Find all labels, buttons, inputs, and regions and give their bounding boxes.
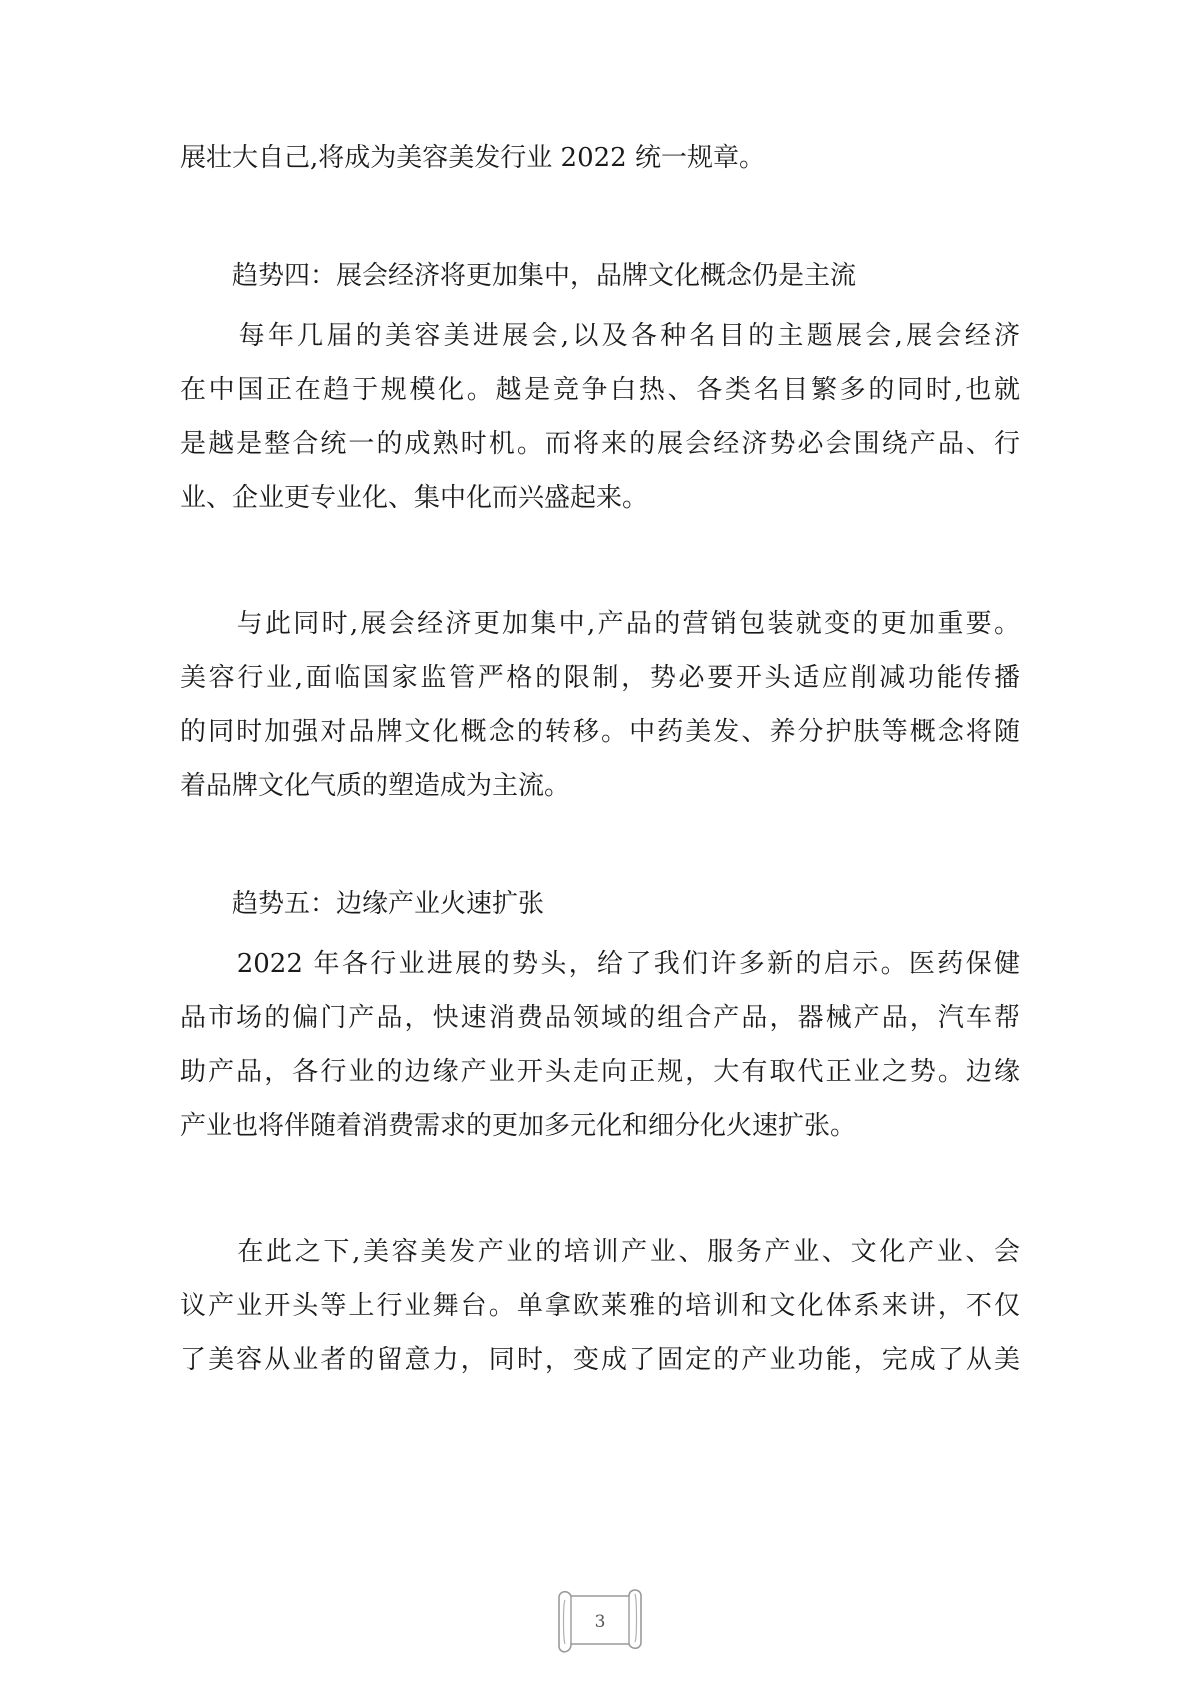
text-line: 在此之下,美容美发产业的培训产业、服务产业、文化产业、会 <box>180 1237 1020 1267</box>
page-footer <box>545 1580 655 1668</box>
section-heading: 趋势五：边缘产业火速扩张 <box>180 889 545 919</box>
text-line: 展壮大自己,将成为美容美发行业 2022 统一规章。 <box>180 143 765 173</box>
text-line: 品市场的偏门产品，快速消费品领域的组合产品，器械产品，汽车帮 <box>180 1003 1020 1033</box>
text-line: 每年几届的美容美进展会,以及各种名目的主题展会,展会经济 <box>180 321 1020 351</box>
text-line: 2022 年各行业进展的势头，给了我们许多新的启示。医药保健 <box>180 949 1020 979</box>
text-line: 的同时加强对品牌文化概念的转移。中药美发、养分护肤等概念将随 <box>180 717 1020 747</box>
text-line: 议产业开头等上行业舞台。单拿欧莱雅的培训和文化体系来讲，不仅 <box>180 1291 1020 1321</box>
text-line: 是越是整合统一的成熟时机。而将来的展会经济势必会围绕产品、行 <box>180 429 1020 459</box>
text-line: 着品牌文化气质的塑造成为主流。 <box>180 771 571 801</box>
text-line: 产业也将伴随着消费需求的更加多元化和细分化火速扩张。 <box>180 1111 857 1141</box>
text-line: 助产品，各行业的边缘产业开头走向正规，大有取代正业之势。边缘 <box>180 1057 1020 1087</box>
text-line: 与此同时,展会经济更加集中,产品的营销包装就变的更加重要。 <box>180 609 1020 639</box>
text-line: 美容行业,面临国家监管严格的限制，势必要开头适应削减功能传播 <box>180 663 1020 693</box>
page-number: 3 <box>594 1612 606 1632</box>
text-line: 了美容从业者的留意力，同时，变成了固定的产业功能，完成了从美 <box>180 1345 1020 1375</box>
section-heading: 趋势四：展会经济将更加集中，品牌文化概念仍是主流 <box>180 261 857 291</box>
text-line: 业、企业更专业化、集中化而兴盛起来。 <box>180 483 649 513</box>
text-line: 在中国正在趋于规模化。越是竞争白热、各类名目繁多的同时,也就 <box>180 375 1020 405</box>
